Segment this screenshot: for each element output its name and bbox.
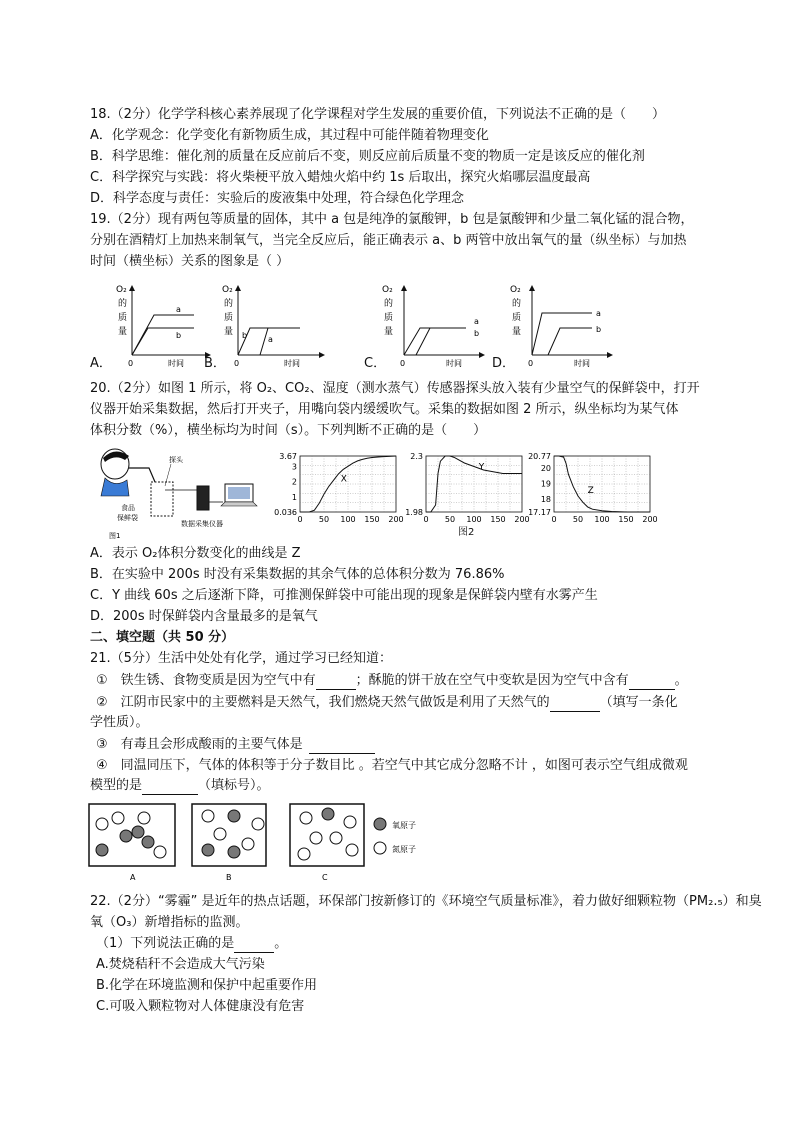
legend-nitrogen-label: 氮原子 — [392, 845, 416, 854]
svg-text:量: 量 — [384, 327, 394, 337]
q19-graph-d — [508, 280, 618, 370]
q22-stem-line1: 22.（2分）“雾霾” 是近年的热点话题，环保部门按新修订的《环境空气质量标准》，着力做好细颗粒物（PM₂.₅）和臭 — [90, 894, 762, 909]
legend-oxygen-label: 氧原子 — [392, 821, 416, 830]
q21-stem: 21.（5分）生活中处处有化学，通过学习已经知道： — [90, 651, 392, 666]
q19-stem-line3: 时间（横坐标）关系的图象是（ ） — [90, 254, 290, 269]
svg-text:a: a — [474, 317, 479, 326]
bag-label-2: 保鲜袋 — [117, 514, 138, 522]
chart-1-xtick-1: 50 — [318, 515, 330, 524]
q21-blank-5[interactable] — [142, 780, 198, 795]
svg-text:量: 量 — [512, 327, 522, 337]
chart-1-xtick-3: 150 — [364, 515, 380, 524]
q19-stem-line2: 分别在酒精灯上加热来制氧气，当完全反应后，能正确表示 a、b 两管中放出氧气的量（纵坐标）与加热 — [90, 233, 687, 248]
q19-graph-a — [114, 280, 214, 370]
svg-text:质: 质 — [512, 313, 522, 323]
q20-option-b: B．在实验中 200s 时没有采集数据的其余气体的总体积分数为 76.86% — [90, 567, 505, 582]
chart-2-xtick-3: 150 — [490, 515, 506, 524]
q18-stem: 18.（2分）化学学科核心素养展现了化学课程对学生发展的重要价值，下列说法不正确的是（ ） — [90, 107, 665, 122]
svg-text:O₂: O₂ — [382, 285, 393, 295]
q21-item-4-cont: 模型的是 （填标号）。 — [90, 778, 270, 793]
chart-1-xtick-0: 0 — [297, 515, 303, 524]
q21-blank-4[interactable] — [309, 739, 375, 754]
svg-text:O₂: O₂ — [222, 285, 233, 295]
q19-graph-c — [380, 280, 490, 370]
svg-text:0: 0 — [234, 359, 240, 368]
q18-option-b: B．科学思维：催化剂的质量在反应前后不变，则反应前后质量不变的物质一定是该反应的催化剂 — [90, 149, 645, 164]
chart-3-xtick-1: 50 — [572, 515, 584, 524]
svg-text:b: b — [242, 331, 248, 340]
svg-text:的: 的 — [512, 299, 522, 309]
svg-text:量: 量 — [224, 327, 234, 337]
q22-blank-1[interactable] — [234, 938, 274, 953]
q20-stem-line2: 仪器开始采集数据，然后打开夹子，用嘴向袋内缓缓吹气。采集的数据如图 2 所示，纵坐标均为某气体 — [90, 402, 679, 417]
chart-2-xtick-4: 200 — [514, 515, 530, 524]
chart-3-xtick-3: 150 — [618, 515, 634, 524]
chart-3-xtick-4: 200 — [642, 515, 658, 524]
svg-text:的: 的 — [384, 299, 394, 309]
chart-3-ytick-2: 19 — [540, 479, 551, 489]
section-heading: 二、填空题（共 50 分） — [90, 630, 235, 645]
curve-b-label: b — [176, 331, 182, 340]
q21-item-2: ② 江阴市民家中的主要燃料是天然气，我们燃烧天然气做饭是利用了天然气的 （填写一条化 — [96, 695, 678, 710]
q22-sub1: （1）下列说法正确的是 。 — [96, 936, 288, 951]
chart-3-series-label: Z — [587, 485, 594, 496]
chart-3-ytick-1: 18 — [540, 495, 551, 505]
x-label: 时间 — [168, 359, 184, 368]
bag-label-1: 食品 — [121, 504, 135, 512]
box-c-label: C — [322, 873, 328, 882]
svg-text:时间: 时间 — [446, 359, 462, 368]
svg-text:0: 0 — [400, 359, 406, 368]
chart-1-ytick-4: 3.67 — [279, 452, 297, 461]
curve-a-label: a — [176, 305, 181, 314]
q19-option-c-label: C． — [364, 356, 387, 371]
device-label: 数据采集仪器 — [181, 520, 223, 528]
chart-2-ytick-1: 2.3 — [410, 452, 423, 461]
svg-text:时间: 时间 — [574, 359, 590, 368]
q19-option-a-label: A． — [90, 356, 112, 371]
chart-2-series-label: Y — [478, 462, 485, 473]
q20-option-c: C．Y 曲线 60s 之后逐渐下降，可推测保鲜袋中可能出现的现象是保鲜袋内壁有水雾产生 — [90, 588, 598, 603]
q21-blank-1[interactable] — [316, 675, 356, 690]
chart-1-xtick-4: 200 — [388, 515, 404, 524]
chart-2-ytick-0: 1.98 — [405, 508, 423, 517]
svg-text:b: b — [474, 329, 480, 338]
q19-option-b-label: B． — [204, 356, 226, 371]
q18-option-a: A．化学观念：化学变化有新物质生成，其过程中可能伴随着物理变化 — [90, 128, 489, 143]
chart-1-ytick-0: 0.036 — [274, 508, 297, 517]
chart-2-xtick-1: 50 — [444, 515, 456, 524]
chart-3-ytick-4: 20.77 — [528, 452, 551, 461]
q21-item-2-cont: 学性质）。 — [90, 715, 149, 730]
q21-item-1-text-b: ；酥脆的饼干放在空气中变软是因为空气中含有 — [355, 673, 629, 688]
svg-text:的: 的 — [224, 299, 234, 309]
probe-label: 探头 — [169, 456, 183, 464]
fig1-caption: 图1 — [109, 532, 121, 540]
box-b-label: B — [226, 873, 232, 882]
y-label-o2: O₂ — [116, 285, 127, 295]
svg-text:b: b — [596, 325, 602, 334]
svg-text:质: 质 — [224, 313, 234, 323]
chart-3-xtick-2: 100 — [594, 515, 610, 524]
q22-option-c: C.可吸入颗粒物对人体健康没有危害 — [96, 999, 305, 1014]
q20-stem-line3: 体积分数（%），横坐标均为时间（s）。下列判断不正确的是（ ） — [90, 423, 487, 438]
chart-3-xtick-0: 0 — [551, 515, 557, 524]
svg-text:a: a — [596, 309, 601, 318]
q19-graph-b — [220, 280, 330, 370]
svg-text:O₂: O₂ — [510, 285, 521, 295]
y-label-zhi: 质 — [118, 313, 128, 323]
fig2-caption: 图2 — [458, 527, 475, 538]
legend-oxygen-icon — [374, 818, 386, 830]
chart-1-ytick-3: 3 — [291, 462, 297, 472]
q18-option-d: D．科学态度与责任：实验后的废液集中处理，符合绿色化学理念 — [90, 191, 465, 206]
q21-blank-3[interactable] — [550, 697, 600, 712]
q21-item-1-text-a: ① 铁生锈、食物变质是因为空气中有 — [96, 673, 316, 688]
chart-2-xtick-2: 100 — [466, 515, 482, 524]
box-a-label: A — [130, 873, 136, 882]
q19-stem-line1: 19.（2分）现有两包等质量的固体，其中 a 包是纯净的氯酸钾，b 包是氯酸钾和少量二氧化锰的混合物， — [90, 212, 694, 227]
svg-text:时间: 时间 — [284, 359, 300, 368]
svg-text:0: 0 — [528, 359, 534, 368]
chart-2-xtick-0: 0 — [423, 515, 429, 524]
q22-option-b: B.化学在环境监测和保护中起重要作用 — [96, 978, 318, 993]
q18-option-c: C．科学探究与实践：将火柴梗平放入蜡烛火焰中约 1s 后取出，探究火焰哪层温度最高 — [90, 170, 591, 185]
chart-1-series-label: X — [340, 474, 347, 485]
q21-item-4: ④ 同温同压下，气体的体积等于分子数目比 。若空气中其它成分忽略不计 ，如图可表示空气组成微观 — [96, 758, 688, 773]
y-label-liang: 量 — [118, 327, 128, 337]
q21-model-diagram — [88, 802, 448, 884]
q20-option-d: D．200s 时保鲜袋内含量最多的是氧气 — [90, 609, 318, 624]
q20-option-a: A．表示 O₂体积分数变化的曲线是 Z — [90, 546, 301, 561]
chart-3-ytick-3: 20 — [540, 463, 551, 473]
q19-option-d-label: D． — [492, 356, 516, 371]
chart-1-ytick-2: 2 — [291, 477, 297, 487]
q21-item-3: ③ 有毒且会形成酸雨的主要气体是 — [96, 736, 375, 754]
q20-figure-1 — [95, 446, 265, 541]
chart-3-ytick-0: 17.17 — [528, 508, 551, 517]
origin-label: 0 — [128, 359, 134, 368]
chart-1-xtick-2: 100 — [340, 515, 356, 524]
q21-item-1: ① 铁生锈、食物变质是因为空气中有 ；酥脆的饼干放在空气中变软是因为空气中含有 。 — [96, 673, 688, 688]
svg-text:质: 质 — [384, 313, 394, 323]
q20-stem-line1: 20.（2分）如图 1 所示，将 O₂、CO₂、湿度（测水蒸气）传感器探头放入装有少量空气的保鲜袋中，打开 — [90, 381, 700, 396]
q21-blank-2[interactable] — [629, 675, 675, 690]
q22-stem-line2: 氧（O₃）新增指标的监测。 — [90, 915, 249, 930]
legend-nitrogen-icon — [374, 842, 386, 854]
svg-text:a: a — [268, 335, 273, 344]
y-label-de: 的 — [118, 299, 128, 309]
q22-option-a: A.焚烧秸秆不会造成大气污染 — [96, 957, 265, 972]
chart-1-ytick-1: 1 — [291, 493, 297, 503]
